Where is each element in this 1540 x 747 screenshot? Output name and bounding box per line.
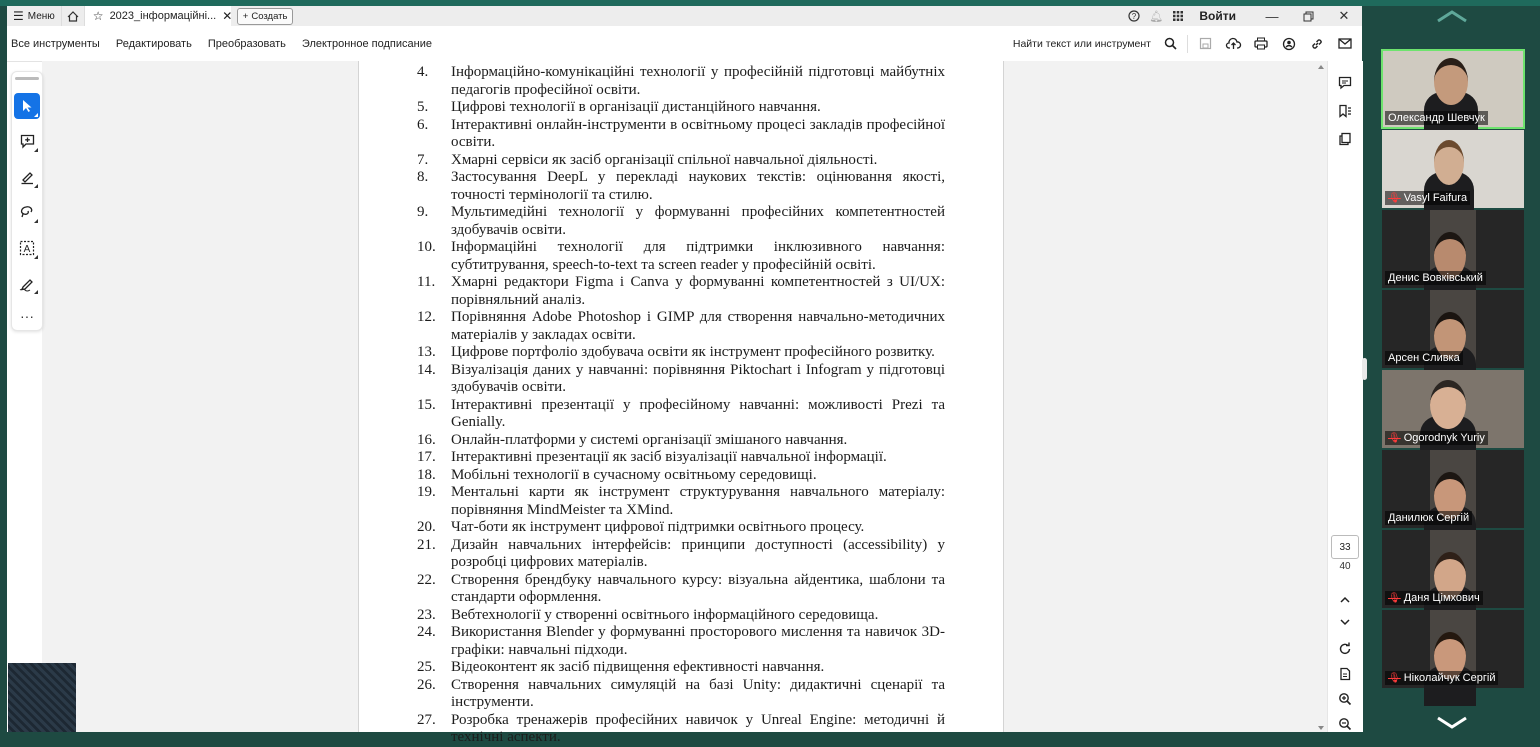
tool-rail <box>11 71 43 331</box>
list-item-text: Створення навчальних симуляцій на базі Unity: дидактичні сценарії та інструменти. <box>451 676 945 710</box>
participants-scroll-up-icon[interactable] <box>1434 9 1470 23</box>
chevron-down-icon[interactable] <box>1333 610 1357 634</box>
tab-title: 2023_інформаційні... <box>109 10 217 22</box>
list-item-text: Чат-боти як інструмент цифрової підтримки освітнього процесу. <box>451 519 865 535</box>
participant-name-label: Данилюк Сергій <box>1388 512 1470 524</box>
list-item-number: 20. <box>417 519 436 535</box>
participant-name <box>1385 591 1483 605</box>
participant-name <box>1385 351 1463 365</box>
login-button[interactable]: Войти <box>1199 9 1236 23</box>
cursor-icon <box>21 99 33 113</box>
restore-icon[interactable] <box>1290 6 1326 26</box>
list-item-text: Створення брендбуку навчального курсу: візуальна айдентика, шаблони та стандарти оформлення. <box>451 571 945 605</box>
submenu-indicator <box>34 184 38 188</box>
participant-tile[interactable] <box>1382 130 1524 208</box>
titlebar <box>7 6 1362 26</box>
lasso-icon <box>19 205 35 219</box>
list-item-number: 25. <box>417 659 436 675</box>
participant-list <box>1382 50 1524 690</box>
submenu-indicator <box>34 113 38 117</box>
participant-tile[interactable] <box>1382 290 1524 368</box>
list-item-text: Дизайн навчальних інтерфейсів: принципи доступності (accessibility) у розробці цифрових матеріалів. <box>451 536 945 570</box>
participant-name-label: Ogorodnyk Yuriy <box>1403 432 1485 444</box>
list-item-text: Хмарні редактори Figma і Canva у формуванні компетентностей з UI/UX: порівняльний аналіз. <box>451 274 945 308</box>
help-icon[interactable] <box>1123 6 1145 26</box>
menu-convert[interactable]: Преобразовать <box>207 37 286 50</box>
titlebar-right <box>1123 6 1362 26</box>
list-item-text: Цифрові технології в організації дистанційного навчання. <box>451 99 821 115</box>
menubar-tools <box>1013 26 1356 61</box>
minimize-icon[interactable]: — <box>1265 8 1279 24</box>
document-viewport[interactable] <box>42 61 1327 745</box>
list-item-number: 5. <box>417 99 429 115</box>
submenu-indicator <box>34 255 38 259</box>
participant-tile[interactable] <box>1382 210 1524 288</box>
list-item-text: Хмарні сервіси як засіб організації спільної навчальної діяльності. <box>451 151 878 168</box>
text-box-icon <box>19 240 35 256</box>
list-item-text: Інтерактивні презентації як засіб візуалізації навчальної інформації. <box>451 449 887 465</box>
mic-muted-icon: 🎙︎ <box>1388 592 1401 604</box>
list-item-text: Порівняння Adobe Photoshop і GIMP для створення навчально-методичних матеріалів у закладах освіти. <box>451 309 945 343</box>
list-item <box>417 99 945 117</box>
pdf-viewer-window <box>7 6 1362 745</box>
apps-grid-icon[interactable] <box>1167 6 1189 26</box>
vertical-scrollbar[interactable] <box>1317 65 1325 732</box>
participant-tile[interactable] <box>1382 450 1524 528</box>
participants-scroll-down-icon[interactable] <box>1434 716 1470 730</box>
list-item-number: 15. <box>417 396 436 413</box>
home-icon <box>67 11 79 22</box>
mic-muted-icon: 🎙︎ <box>1388 192 1401 204</box>
list-item-number: 21. <box>417 536 436 553</box>
list-item <box>417 169 945 204</box>
list-item <box>417 362 945 397</box>
bookmarks-panel-icon[interactable] <box>1333 99 1357 123</box>
list-item <box>417 117 945 152</box>
participant-name <box>1385 111 1488 125</box>
list-item-number: 13. <box>417 344 436 360</box>
submenu-indicator <box>34 148 38 152</box>
list-item-text: Ментальні карти як інструмент структурування навчального матеріалу: порівняння MindMeister та XMind. <box>451 484 945 518</box>
list-item-text: Мультимедійні технології у формуванні професійних компетентностей здобувачів освіти. <box>451 204 945 238</box>
participant-face <box>1434 140 1464 185</box>
list-item-text: Вебтехнології у створенні освітнього інформаційного середовища. <box>451 606 879 623</box>
zoom-in-icon[interactable] <box>1333 687 1357 711</box>
page-total: 40 <box>1339 561 1351 572</box>
document-tab[interactable] <box>85 6 231 26</box>
list-item-number: 17. <box>417 449 436 465</box>
pdf-page <box>358 61 1004 745</box>
list-item-number: 19. <box>417 484 436 500</box>
list-item <box>417 677 945 712</box>
list-item-text: Відеоконтент як засіб підвищення ефективності навчання. <box>451 659 825 675</box>
participant-name <box>1385 431 1488 445</box>
list-item-number: 4. <box>417 64 429 80</box>
participant-tile[interactable] <box>1382 370 1524 448</box>
participant-tile[interactable] <box>1382 610 1524 688</box>
participant-name <box>1385 671 1498 685</box>
list-item-number: 9. <box>417 204 429 220</box>
window-close-icon[interactable]: ✕ <box>1338 8 1350 23</box>
list-item-text: Інформаційні технології для підтримки інклюзивного навчання: субтитрування, speech-to-text та screen reader у професійній освіті. <box>451 239 945 273</box>
list-item-number: 14. <box>417 361 436 378</box>
page-number-input[interactable]: 33 <box>1331 535 1359 559</box>
menu-e-sign[interactable]: Электронное подписание <box>301 37 432 50</box>
list-item-number: 22. <box>417 571 436 588</box>
list-item-text: Використання Blender у формуванні просторового мислення та навичок 3D-графіки: навчальні підходи. <box>451 624 945 658</box>
list-item-number: 26. <box>417 676 436 693</box>
share-user-icon[interactable] <box>1278 33 1300 55</box>
menu-all-tools[interactable]: Все инструменты <box>11 37 100 50</box>
list-item <box>417 537 945 572</box>
list-item-number: 12. <box>417 309 436 325</box>
panel-resize-handle[interactable] <box>1362 358 1367 380</box>
participant-name-label: Денис Вовківський <box>1388 272 1483 284</box>
list-item-text: Візуалізація даних у навчанні: порівняння Piktochart і Infogram у підготовці здобувачів освіти. <box>451 361 945 395</box>
list-item-number: 27. <box>417 711 436 728</box>
menu-icon: ☰ <box>13 9 24 23</box>
participant-name <box>1385 271 1486 285</box>
find-tool-label[interactable]: Найти текст или инструмент <box>1012 37 1151 50</box>
pen-icon <box>20 170 35 185</box>
svg-text:?: ? <box>1132 12 1137 21</box>
list-item <box>417 274 945 309</box>
list-item <box>417 712 945 747</box>
participant-name-label: Ніколайчук Сергій <box>1403 672 1496 684</box>
list-item-number: 23. <box>417 606 436 623</box>
participant-name <box>1385 511 1472 525</box>
list-item <box>417 624 945 659</box>
email-icon[interactable] <box>1334 33 1356 55</box>
zoom-out-icon[interactable] <box>1333 712 1357 736</box>
scroll-down-arrow[interactable] <box>1318 726 1324 730</box>
scroll-up-arrow[interactable] <box>1318 65 1324 69</box>
plus-icon: + <box>242 10 249 22</box>
list-item <box>417 607 945 625</box>
highlight-tool[interactable] <box>14 164 40 190</box>
page-thumbnail[interactable] <box>8 663 76 732</box>
list-item-text: Інформаційно-комунікаційні технології у професійній підготовці майбутніх педагогів професійної освіти. <box>451 64 945 98</box>
right-side-panel <box>1327 61 1363 732</box>
list-item <box>417 204 945 239</box>
participant-face <box>1434 58 1468 105</box>
more-tools-button[interactable]: ··· <box>20 308 34 324</box>
submenu-indicator <box>34 290 38 294</box>
create-label: Создать <box>251 10 288 22</box>
list-item-number: 24. <box>417 624 436 640</box>
save-icon[interactable] <box>1194 33 1216 55</box>
menu-label: Меню <box>27 10 55 22</box>
refresh-icon[interactable] <box>1333 637 1357 661</box>
menu-edit[interactable]: Редактировать <box>115 37 192 50</box>
list-item <box>417 397 945 432</box>
select-tool[interactable] <box>14 93 40 119</box>
list-item-text: Мобільні технології в сучасному освітньому середовищі. <box>451 466 817 483</box>
list-item-number: 8. <box>417 169 429 185</box>
menu-button[interactable] <box>7 6 61 26</box>
list-item-text: Цифрове портфоліо здобувача освіти як інструмент професійного розвитку. <box>451 344 935 360</box>
sign-tool[interactable] <box>14 270 40 296</box>
topic-list <box>417 64 945 747</box>
list-item <box>417 309 945 344</box>
create-button[interactable] <box>237 8 294 25</box>
toolbar-divider <box>1187 35 1188 53</box>
list-item <box>417 572 945 607</box>
bell-icon[interactable]: 🔔︎ <box>1149 10 1164 23</box>
list-item-text: Застосування DeepL у перекладі наукових текстів: оцінювання якості, точності термінології та стилю. <box>451 169 945 203</box>
list-item <box>417 659 945 677</box>
list-item <box>417 519 945 537</box>
participant-name <box>1385 191 1470 205</box>
previous-line-fragment <box>451 52 937 64</box>
list-item-number: 16. <box>417 431 436 448</box>
list-item-number: 7. <box>417 151 429 168</box>
mic-muted-icon: 🎙︎ <box>1388 672 1401 684</box>
home-button[interactable] <box>61 6 85 26</box>
link-icon[interactable] <box>1306 33 1328 55</box>
upload-cloud-icon[interactable] <box>1222 33 1244 55</box>
list-item-text: Онлайн-платформи у системі організації змішаного навчання. <box>451 431 848 448</box>
participant-face <box>1430 380 1466 429</box>
print-icon[interactable] <box>1250 33 1272 55</box>
participant-name-label: Арсен Сливка <box>1388 352 1460 364</box>
list-item <box>417 239 945 274</box>
participant-name-label: Даня Цімхович <box>1403 592 1480 604</box>
comment-plus-icon <box>20 134 35 149</box>
list-item <box>417 64 945 99</box>
list-item-text: Інтерактивні презентації у професійному навчанні: можливості Prezi та Genially. <box>451 396 945 430</box>
pages-panel-icon[interactable] <box>1333 127 1357 151</box>
list-item <box>417 152 945 170</box>
participant-name-label: Vasyl Faifura <box>1403 192 1468 204</box>
page-fit-icon[interactable] <box>1333 662 1357 686</box>
list-item-number: 11. <box>417 274 436 290</box>
rail-handle[interactable] <box>15 77 39 80</box>
draw-tool[interactable] <box>14 199 40 225</box>
list-item-number: 6. <box>417 116 429 133</box>
search-icon[interactable] <box>1159 33 1181 55</box>
star-icon[interactable]: ☆ <box>92 9 104 23</box>
list-item <box>417 467 945 485</box>
signature-pen-icon <box>19 276 35 291</box>
list-item-number: 10. <box>417 239 436 255</box>
participant-tile[interactable] <box>1382 50 1524 128</box>
list-item-text: Розробка тренажерів професійних навичок у Unreal Engine: методичні й технічні аспекти. <box>451 711 945 745</box>
list-item <box>417 344 945 362</box>
svg-text:A: A <box>23 244 31 255</box>
participant-tile[interactable] <box>1382 530 1524 608</box>
list-item-number: 18. <box>417 466 436 483</box>
comments-panel-icon[interactable] <box>1333 71 1357 95</box>
chevron-up-icon[interactable] <box>1333 587 1357 611</box>
list-item <box>417 484 945 519</box>
list-item <box>417 432 945 450</box>
mic-muted-icon: 🎙︎ <box>1388 432 1401 444</box>
list-item-text: Інтерактивні онлайн-інструменти в освітньому процесі закладів професійної освіти. <box>451 116 945 150</box>
list-item <box>417 449 945 467</box>
participant-name-label: Олександр Шевчук <box>1388 112 1485 124</box>
text-box-tool[interactable] <box>14 235 40 261</box>
close-icon[interactable]: ✕ <box>222 9 233 23</box>
submenu-indicator <box>34 219 38 223</box>
add-comment-tool[interactable] <box>14 128 40 154</box>
